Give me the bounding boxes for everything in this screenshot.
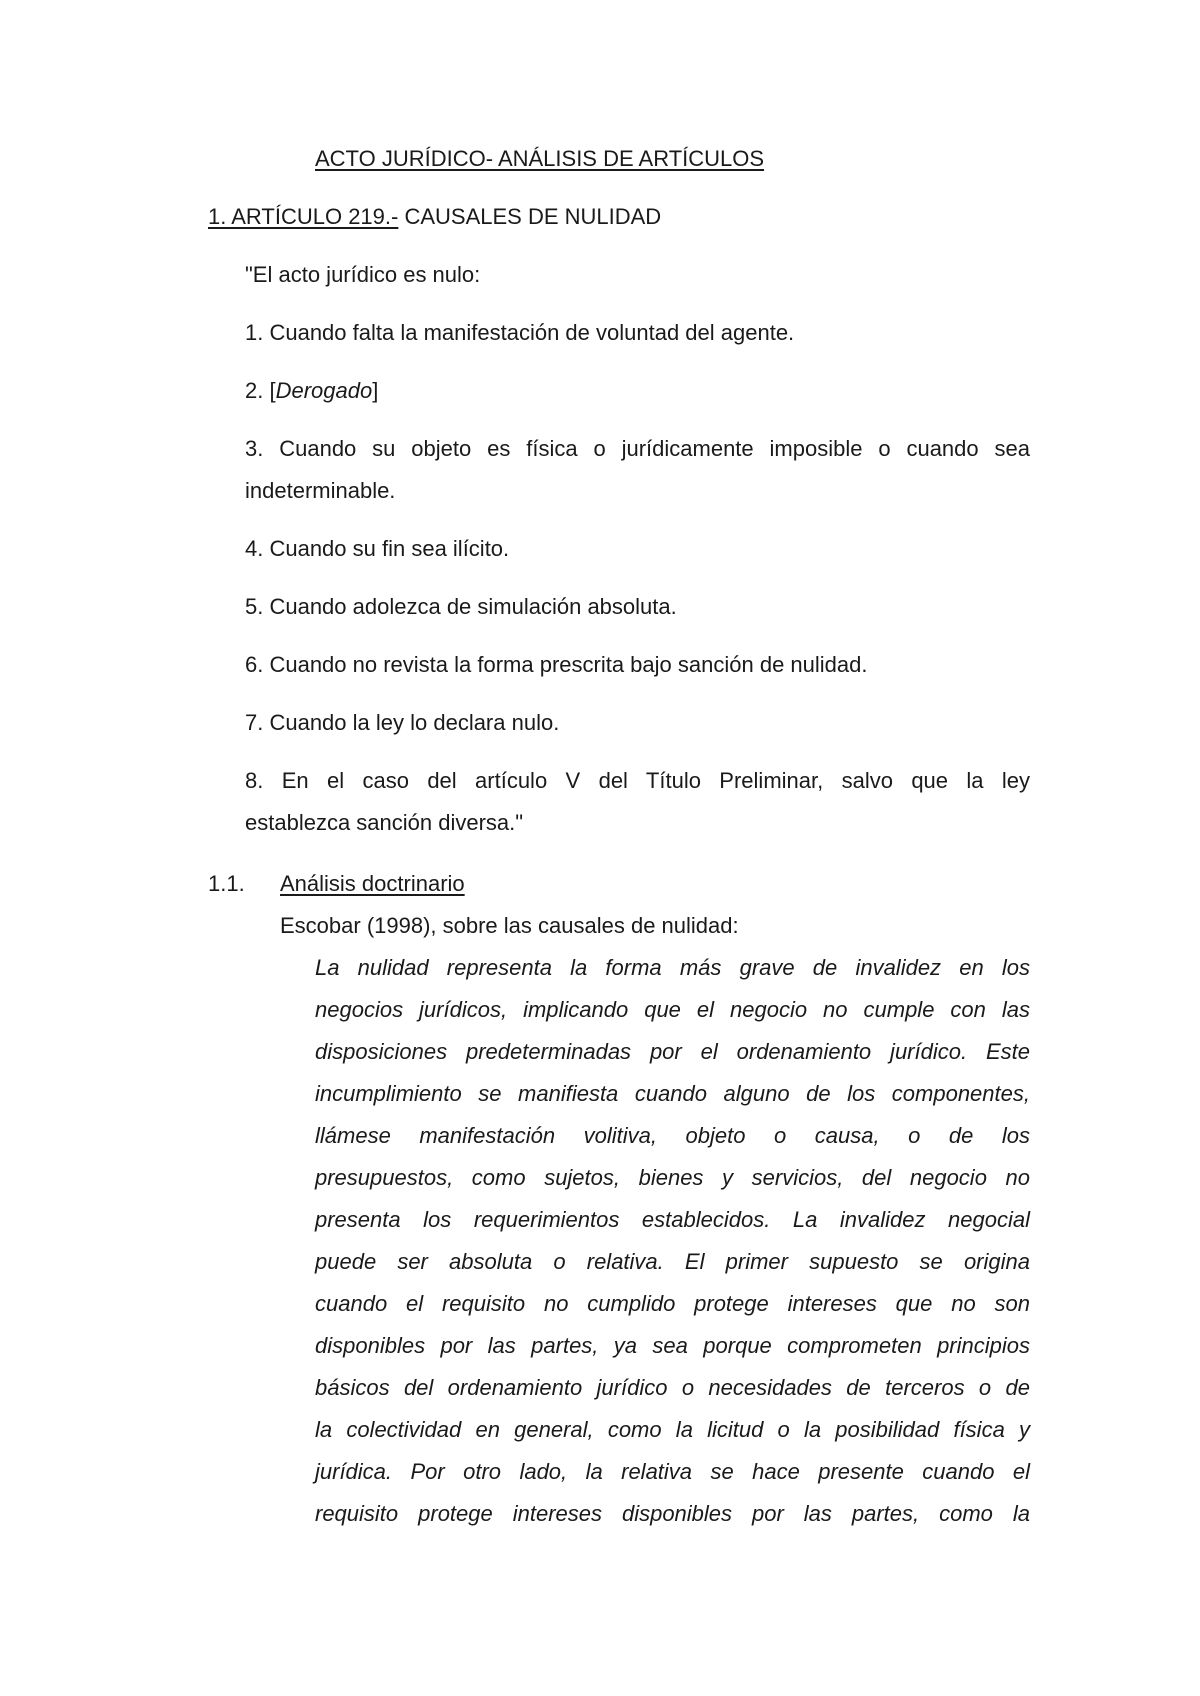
article-number: 1. ARTÍCULO 219.- xyxy=(208,204,399,229)
quote-line: jurídica. Por otro lado, la relativa se hace presente cuando el xyxy=(315,1459,1030,1484)
article-intro: "El acto jurídico es nulo: xyxy=(245,262,481,287)
quote-line: presenta los requerimientos establecidos. La invalidez negocial xyxy=(315,1207,1030,1232)
article-item-4: 4. Cuando su fin sea ilícito. xyxy=(245,536,510,561)
quote-line: requisito protege intereses disponibles por las partes, como la xyxy=(315,1501,1030,1526)
article-item-8-line-2: establezca sanción diversa." xyxy=(245,810,524,835)
article-name: CAUSALES DE NULIDAD xyxy=(398,204,662,229)
quote-line: negocios jurídicos, implicando que el negocio no cumple con las xyxy=(315,997,1030,1022)
quote-line: disposiciones predeterminadas por el ordenamiento jurídico. Este xyxy=(315,1039,1030,1064)
article-item-2-derogado: Derogado xyxy=(275,378,373,403)
quote-line: presupuestos, como sujetos, bienes y servicios, del negocio no xyxy=(315,1165,1030,1190)
article-item-8-line-1: 8. En el caso del artículo V del Título Preliminar, salvo que la ley xyxy=(245,768,1030,793)
quote-line: puede ser absoluta o relativa. El primer supuesto se origina xyxy=(315,1249,1030,1274)
quote-line: llámese manifestación volitiva, objeto o causa, o de los xyxy=(315,1123,1030,1148)
article-item-6: 6. Cuando no revista la forma prescrita bajo sanción de nulidad. xyxy=(245,652,868,677)
subsection-intro: Escobar (1998), sobre las causales de nulidad: xyxy=(280,913,739,938)
article-item-5: 5. Cuando adolezca de simulación absoluta. xyxy=(245,594,677,619)
quote-line: incumplimiento se manifiesta cuando alguno de los componentes, xyxy=(315,1081,1030,1106)
subsection-title: Análisis doctrinario xyxy=(280,871,465,896)
article-item-7: 7. Cuando la ley lo declara nulo. xyxy=(245,710,560,735)
article-item-2 xyxy=(245,378,378,404)
article-item-3-line-1: 3. Cuando su objeto es física o jurídicamente imposible o cuando sea xyxy=(245,436,1030,461)
article-item-1: 1. Cuando falta la manifestación de voluntad del agente. xyxy=(245,320,795,345)
quote-line: La nulidad representa la forma más grave de invalidez en los xyxy=(315,955,1030,980)
subsection-number: 1.1. xyxy=(208,871,245,896)
article-item-3-line-2: indeterminable. xyxy=(245,478,396,503)
article-item-2-suffix: ] xyxy=(372,378,379,403)
quote-line: disponibles por las partes, ya sea porque comprometen principios xyxy=(315,1333,1030,1358)
document-title: ACTO JURÍDICO- ANÁLISIS DE ARTÍCULOS xyxy=(315,146,765,171)
quote-line: cuando el requisito no cumplido protege intereses que no son xyxy=(315,1291,1030,1316)
quote-line: básicos del ordenamiento jurídico o necesidades de terceros o de xyxy=(315,1375,1030,1400)
article-heading xyxy=(208,204,661,230)
quote-line: la colectividad en general, como la licitud o la posibilidad física y xyxy=(315,1417,1030,1442)
article-item-2-prefix: 2. [ xyxy=(245,378,276,403)
